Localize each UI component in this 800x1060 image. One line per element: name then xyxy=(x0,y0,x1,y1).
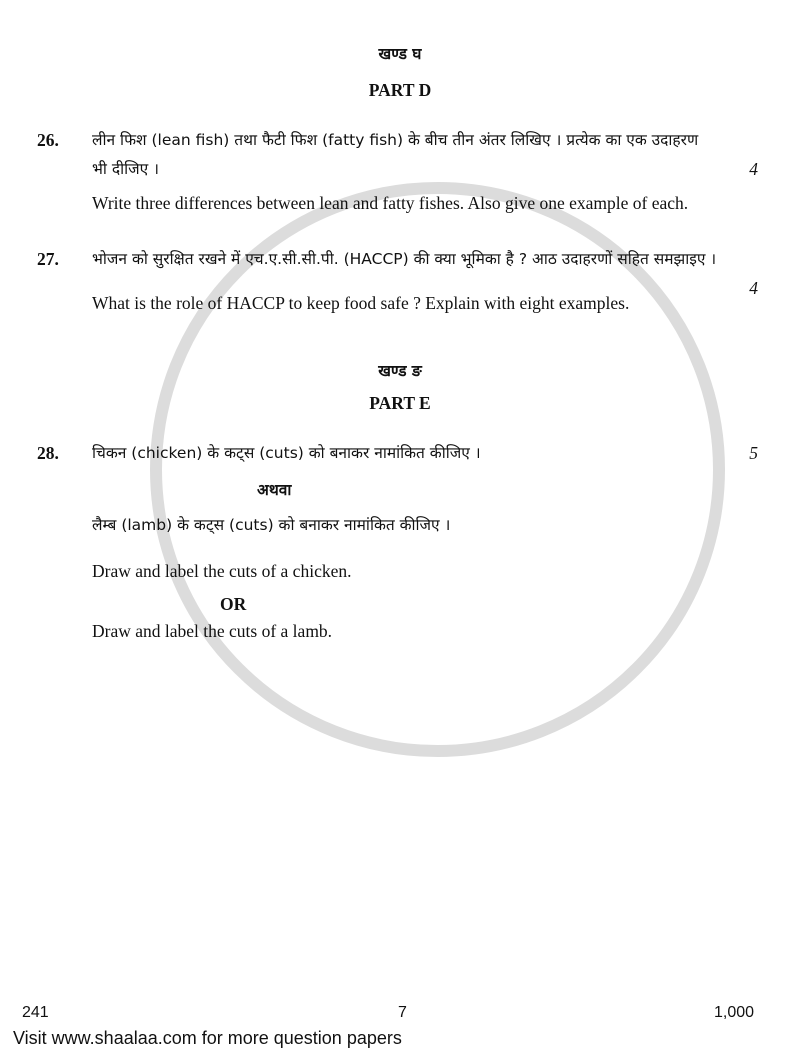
question-27 xyxy=(0,245,800,317)
part-d-hindi-heading: खण्ड घ xyxy=(378,45,422,63)
question-hindi-text: लीन फिश (lean fish) तथा फैटी फिश (fatty fish) के बीच तीन अंतर लिखिए । प्रत्येक xyxy=(92,131,601,149)
english-or: OR xyxy=(220,594,247,614)
question-hindi-text: उदाहरणों सहित समझाइए । xyxy=(561,250,717,268)
question-marks: 5 xyxy=(749,443,758,463)
question-marks: 4 xyxy=(749,278,758,298)
question-hindi-text: भोजन को सुरक्षित रखने में एच.ए.सी.सी.पी. (HACCP) की क्या भूमिका है ? आठ xyxy=(92,250,557,268)
footer-page-number: 7 xyxy=(398,1004,407,1021)
part-e-hindi-heading: खण्ड ङ xyxy=(378,362,422,380)
footer-row xyxy=(0,1004,800,1024)
question-english-text: Write three differences between lean and fatty fishes. Also give one xyxy=(92,193,565,213)
question-hindi-text: चिकन (chicken) के कट्स (cuts) को बनाकर नामांकित कीजिए । xyxy=(92,444,481,462)
question-text xyxy=(92,439,718,645)
footer-visit-link[interactable]: Visit www.shaalaa.com for more question papers xyxy=(13,1028,402,1048)
question-number: 27. xyxy=(37,249,59,269)
question-english-text: examples. xyxy=(558,293,630,313)
question-hindi-text: का एक उदाहरण भी दीजिए । xyxy=(92,131,699,178)
footer-copy-count: 1,000 xyxy=(714,1004,755,1021)
question-number: 26. xyxy=(37,130,59,150)
footer-paper-code: 241 xyxy=(22,1004,49,1021)
question-text xyxy=(92,245,718,317)
question-english-text: Draw and label the cuts of a lamb. xyxy=(92,621,333,641)
question-number: 28. xyxy=(37,443,59,463)
question-28 xyxy=(0,439,800,645)
question-english-text: example of each. xyxy=(569,193,689,213)
question-marks: 4 xyxy=(749,159,758,179)
question-english-text: What is the role of HACCP to keep food safe ? Explain with eight xyxy=(92,293,555,313)
question-hindi-text: लैम्ब (lamb) के कट्स (cuts) को बनाकर नामांकित कीजिए । xyxy=(92,516,451,534)
question-26 xyxy=(0,126,800,217)
hindi-or: अथवा xyxy=(257,481,292,499)
part-d-heading: PART D xyxy=(368,80,432,100)
page-content xyxy=(0,40,800,645)
part-e-heading: PART E xyxy=(369,393,431,413)
question-english-text: Draw and label the cuts of a chicken. xyxy=(92,561,352,581)
question-text xyxy=(92,126,718,217)
